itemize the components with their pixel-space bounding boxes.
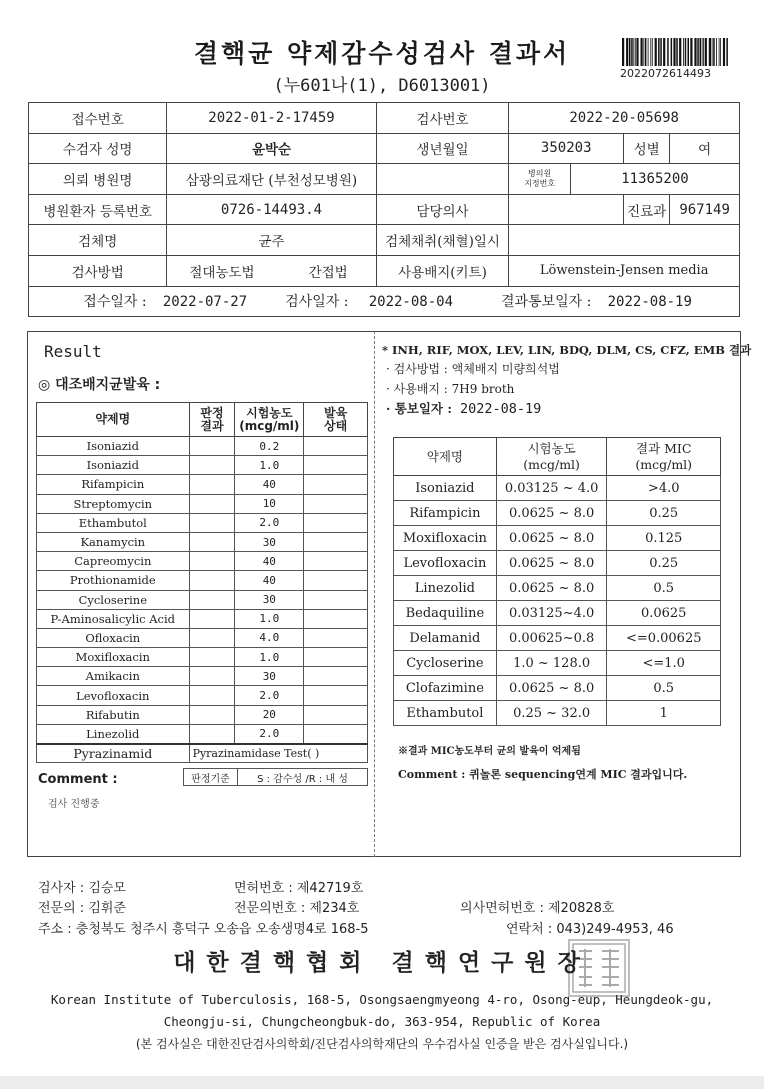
growth-cell (304, 571, 368, 590)
license-no: 면허번호 : 제42719호 (234, 881, 364, 896)
solid-media-row (37, 552, 368, 571)
notify-date-label: 결과통보일자 : (501, 294, 592, 311)
mic-conc-cell: 1.0 ~ 128.0 (496, 651, 607, 676)
judge-cell (189, 724, 235, 743)
mic-drug-cell: Linezolid (394, 576, 497, 601)
specialist-no: 전문의번호 : 제234호 (234, 901, 360, 916)
col-growth: 발육 상태 (304, 403, 368, 437)
growth-cell (304, 705, 368, 724)
mic-row (394, 676, 721, 701)
hospital-label: 의뢰 병원명 (29, 164, 167, 195)
medium-value: Löwenstein-Jensen media (509, 255, 740, 286)
growth-cell (304, 724, 368, 743)
report-subtitle: (누601나(1), D6013001) (273, 76, 491, 96)
results-divider (374, 331, 375, 857)
drug-cell: Prothionamide (37, 571, 190, 590)
solid-media-row (37, 590, 368, 609)
solid-media-row (37, 609, 368, 628)
drug-cell: Ethambutol (37, 513, 190, 532)
conc-cell: 4.0 (235, 628, 304, 647)
conc-cell: 40 (235, 552, 304, 571)
conc-cell: 30 (235, 590, 304, 609)
mic-result-cell: >4.0 (607, 476, 721, 501)
solid-media-row (37, 532, 368, 551)
notify-date: 2022-08-19 (607, 294, 692, 311)
mic-drug-cell: Cycloserine (394, 651, 497, 676)
drug-cell: Cycloserine (37, 590, 190, 609)
birth-label: 생년월일 (376, 133, 509, 164)
patient-name-label: 수검자 성명 (29, 133, 167, 164)
mic-result-cell: <=0.00625 (607, 626, 721, 651)
mic-row (394, 626, 721, 651)
conc-cell: 30 (235, 532, 304, 551)
dates-row (29, 286, 740, 317)
conc-cell: 1.0 (235, 456, 304, 475)
growth-cell (304, 590, 368, 609)
mic-row (394, 476, 721, 501)
patient-name: 윤박순 (167, 133, 376, 164)
col-judge: 판정 결과 (189, 403, 235, 437)
mic-col-conc: 시험농도 (mcg/ml) (496, 438, 607, 476)
specimen-label: 검체명 (29, 225, 167, 256)
sex-label: 성별 (624, 133, 670, 164)
growth-cell (304, 686, 368, 705)
mic-row (394, 501, 721, 526)
conc-cell: 40 (235, 475, 304, 494)
contact: 연락처 : 043)249-4953, 46 (506, 922, 674, 937)
drug-cell: Rifampicin (37, 475, 190, 494)
growth-cell (304, 648, 368, 667)
specialist: 전문의 : 김휘준 (38, 901, 126, 916)
judge-cell (189, 609, 235, 628)
judge-cell (189, 705, 235, 724)
solid-media-row (37, 667, 368, 686)
mic-drug-cell: Moxifloxacin (394, 526, 497, 551)
result-heading: Result (44, 342, 102, 361)
liquid-drugs-note: * INH, RIF, MOX, LEV, LIN, BDQ, DLM, CS, CFZ, EMB 결과 (382, 343, 752, 357)
drug-cell: Capreomycin (37, 552, 190, 571)
received-date: 2022-07-27 (162, 294, 248, 311)
solid-media-row (37, 628, 368, 647)
solid-media-row (37, 686, 368, 705)
mic-conc-cell: 0.0625 ~ 8.0 (496, 551, 607, 576)
conc-cell: 2.0 (235, 686, 304, 705)
dept-value: 967149 (670, 194, 740, 225)
growth-cell (304, 475, 368, 494)
liquid-notify-date: 2022-08-19 (459, 401, 542, 417)
method-label: 검사방법 (29, 255, 167, 286)
specimen-value: 균주 (167, 225, 376, 256)
mic-result-cell: 0.5 (607, 576, 721, 601)
mic-drug-cell: Ethambutol (394, 701, 497, 726)
patient-reg-no: 0726-14493.4 (167, 194, 376, 225)
method-value: 절대농도법 간접법 (167, 255, 376, 286)
mic-result-cell: 0.25 (607, 551, 721, 576)
growth-cell (304, 532, 368, 551)
patient-reg-label: 병원환자 등록번호 (29, 194, 167, 225)
received-date-label: 접수일자 : (83, 294, 147, 311)
mic-result-cell: 0.125 (607, 526, 721, 551)
drug-cell: Streptomycin (37, 494, 190, 513)
judge-cell (189, 686, 235, 705)
mic-conc-cell: 0.0625 ~ 8.0 (496, 526, 607, 551)
judge-cell (189, 667, 235, 686)
judge-cell (189, 648, 235, 667)
doctor-label: 담당의사 (376, 194, 509, 225)
doctor-license: 의사면허번호 : 제20828호 (460, 901, 615, 916)
receipt-no: 2022-01-2-17459 (167, 103, 376, 134)
judge-cell (189, 475, 235, 494)
mic-conc-cell: 0.00625~0.8 (496, 626, 607, 651)
mic-row (394, 576, 721, 601)
drug-cell: Ofloxacin (37, 628, 190, 647)
mic-row (394, 601, 721, 626)
mic-row (394, 651, 721, 676)
growth-cell (304, 456, 368, 475)
drug-cell: Moxifloxacin (37, 648, 190, 667)
liquid-method-line: · 검사방법 : 액체배지 미량희석법 (386, 362, 560, 376)
growth-cell (304, 552, 368, 571)
collection-value (509, 225, 740, 256)
judge-cell (189, 494, 235, 513)
hospital-code-label: 병의원 지정번호 (509, 164, 571, 195)
mic-conc-cell: 0.0625 ~ 8.0 (496, 676, 607, 701)
barcode-image (622, 38, 728, 66)
test-no: 2022-20-05698 (509, 103, 740, 134)
growth-cell (304, 667, 368, 686)
tester: 검사자 : 김승모 (38, 881, 126, 896)
hospital-name: 삼광의료재단 (부천성모병원) (167, 164, 376, 195)
col-conc: 시험농도 (mcg/ml) (235, 403, 304, 437)
english-address-line-1: Korean Institute of Tuberculosis, 168-5, Osongsaengmyeong 4-ro, Osong-eup, Heungdeok-gu, (50, 992, 714, 1007)
test-date-label: 검사일자 : (285, 294, 349, 311)
birth-date: 350203 (509, 133, 624, 164)
solid-media-row (37, 571, 368, 590)
judge-cell (189, 571, 235, 590)
pyrazinamid-label: Pyrazinamid (37, 744, 190, 763)
header-info-table (28, 102, 740, 317)
collection-label: 검체채취(채혈)일시 (376, 225, 509, 256)
hospital-code: 11365200 (570, 164, 739, 195)
criteria-box (183, 768, 368, 786)
mic-col-drug: 약제명 (394, 438, 497, 476)
judge-cell (189, 590, 235, 609)
growth-cell (304, 513, 368, 532)
mic-col-result: 결과 MIC (mcg/ml) (607, 438, 721, 476)
conc-cell: 2.0 (235, 724, 304, 743)
mic-result-cell: 0.5 (607, 676, 721, 701)
judge-cell (189, 437, 235, 456)
liquid-medium-line: · 사용배지 : 7H9 broth (386, 382, 515, 396)
conc-cell: 30 (235, 667, 304, 686)
drug-cell: Levofloxacin (37, 686, 190, 705)
mic-drug-cell: Isoniazid (394, 476, 497, 501)
mic-drug-cell: Rifampicin (394, 501, 497, 526)
drug-cell: Isoniazid (37, 437, 190, 456)
institute-name: 대한결핵협회 결핵연구원장 (173, 950, 591, 976)
judge-cell (189, 552, 235, 571)
judge-cell (189, 628, 235, 647)
mic-result-cell: 1 (607, 701, 721, 726)
criteria-value: S : 감수성 /R : 내 성 (257, 773, 348, 785)
growth-cell (304, 437, 368, 456)
drug-cell: Rifabutin (37, 705, 190, 724)
judge-cell (189, 532, 235, 551)
mic-drug-cell: Clofazimine (394, 676, 497, 701)
mic-result-cell: 0.25 (607, 501, 721, 526)
receipt-no-label: 접수번호 (29, 103, 167, 134)
mic-conc-cell: 0.03125 ~ 4.0 (496, 476, 607, 501)
mic-row (394, 701, 721, 726)
barcode-number: 2022072614493 (620, 67, 711, 80)
conc-cell: 2.0 (235, 513, 304, 532)
drug-cell: P-Aminosalicylic Acid (37, 609, 190, 628)
solid-media-row (37, 494, 368, 513)
solid-media-row (37, 475, 368, 494)
mic-row (394, 526, 721, 551)
solid-media-row (37, 648, 368, 667)
drug-cell: Linezolid (37, 724, 190, 743)
pyrazinamidase-test: Pyrazinamidase Test( ) (189, 744, 367, 763)
solid-media-row (37, 724, 368, 743)
solid-media-row (37, 513, 368, 532)
left-comment-label: Comment : (38, 772, 118, 787)
test-no-label: 검사번호 (376, 103, 509, 134)
growth-cell (304, 609, 368, 628)
drug-cell: Isoniazid (37, 456, 190, 475)
solid-media-table (36, 402, 368, 763)
medium-label: 사용배지(키트) (376, 255, 509, 286)
sex-value: 여 (670, 133, 740, 164)
mic-conc-cell: 0.0625 ~ 8.0 (496, 501, 607, 526)
judge-cell (189, 456, 235, 475)
col-drug: 약제명 (37, 403, 190, 437)
mic-conc-cell: 0.03125~4.0 (496, 601, 607, 626)
doctor-name (509, 194, 624, 225)
english-address-line-2: Cheongju-si, Chungcheongbuk-do, 363-954, Republic of Korea (163, 1014, 601, 1029)
test-date: 2022-08-04 (368, 294, 454, 311)
mic-conc-cell: 0.0625 ~ 8.0 (496, 576, 607, 601)
growth-cell (304, 494, 368, 513)
mic-drug-cell: Levofloxacin (394, 551, 497, 576)
progress-text: 검사 진행중 (48, 799, 100, 810)
judge-cell (189, 513, 235, 532)
liquid-notify-line: · 통보일자 : 2022-08-19 (386, 401, 542, 417)
conc-cell: 10 (235, 494, 304, 513)
certification-note: (본 검사실은 대한진단검사의학회/진단검사의학재단의 우수검사실 인증을 받은 검사실입니다.) (135, 1037, 629, 1051)
mic-table (393, 437, 721, 726)
dept-label: 진료과 (624, 194, 670, 225)
mic-drug-cell: Bedaquiline (394, 601, 497, 626)
conc-cell: 40 (235, 571, 304, 590)
mic-conc-cell: 0.25 ~ 32.0 (496, 701, 607, 726)
right-comment: Comment : 퀴놀론 sequencing연계 MIC 결과입니다. (398, 768, 688, 781)
growth-cell (304, 628, 368, 647)
conc-cell: 1.0 (235, 648, 304, 667)
report-title: 결핵균 약제감수성검사 결과서 (193, 39, 571, 68)
drug-cell: Amikacin (37, 667, 190, 686)
drug-cell: Kanamycin (37, 532, 190, 551)
mic-result-cell: <=1.0 (607, 651, 721, 676)
solid-media-row (37, 705, 368, 724)
mic-drug-cell: Delamanid (394, 626, 497, 651)
criteria-label: 판정기준 (184, 769, 238, 785)
solid-media-row (37, 456, 368, 475)
conc-cell: 1.0 (235, 609, 304, 628)
solid-media-row (37, 437, 368, 456)
mic-result-cell: 0.0625 (607, 601, 721, 626)
address: 주소 : 충청북도 청주시 흥덕구 오송읍 오송생명4로 168-5 (38, 922, 369, 937)
mic-row (394, 551, 721, 576)
mic-note: ※결과 MIC농도부터 균의 발육이 억제됨 (398, 746, 581, 757)
pyrazinamid-row (37, 744, 368, 763)
conc-cell: 20 (235, 705, 304, 724)
control-growth-label: ◎ 대조배지균발육 : (38, 377, 161, 393)
conc-cell: 0.2 (235, 437, 304, 456)
